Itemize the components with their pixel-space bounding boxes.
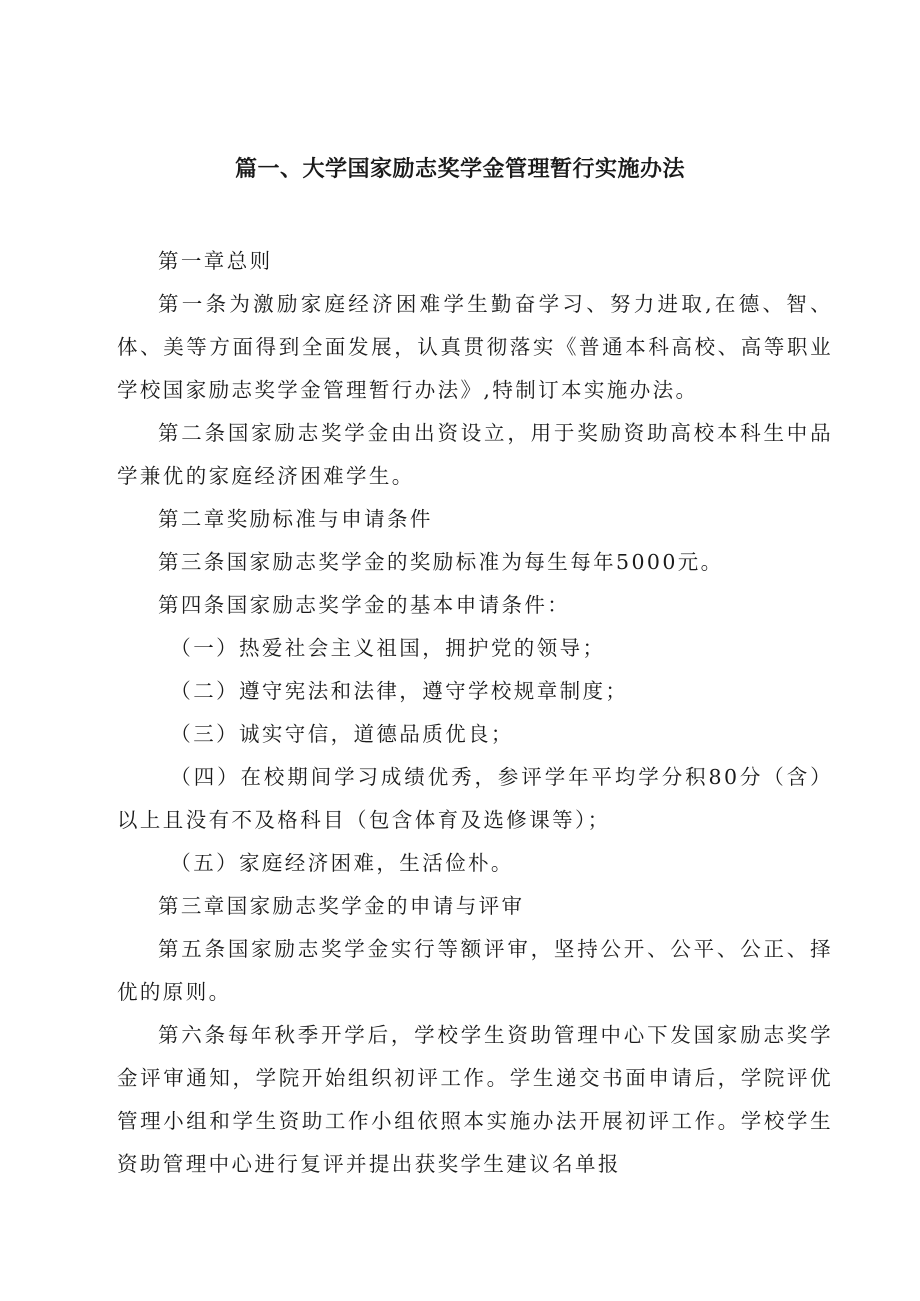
list-item: （四）在校期间学习成绩优秀，参评学年平均学分积80分（含）以上且没有不及格科目（包含体育及选修课等）； [117, 765, 833, 832]
chapter-heading: 第二章奖励标准与申请条件 [158, 507, 433, 531]
list-item: （一）热爱社会主义祖国，拥护党的领导； [170, 636, 606, 660]
chapter-heading: 第三章国家励志奖学金的申请与评审 [158, 894, 525, 918]
article-paragraph: 第五条国家励志奖学金实行等额评审，坚持公开、公平、公正、择优的原则。 [117, 937, 833, 1004]
list-item: （五）家庭经济困难，生活俭朴。 [170, 851, 514, 875]
article-paragraph: 第二条国家励志奖学金由出资设立，用于奖励资助高校本科生中品学兼优的家庭经济困难学生。 [117, 421, 833, 488]
chapter-heading: 第一章总则 [158, 249, 273, 273]
document-body [117, 240, 833, 1186]
article-paragraph: 第三条国家励志奖学金的奖励标准为每生每年5000元。 [158, 550, 724, 574]
list-item: （二）遵守宪法和法律，遵守学校规章制度； [170, 679, 629, 703]
document-title: 篇一、大学国家励志奖学金管理暂行实施办法 [234, 157, 685, 182]
list-item: （三）诚实守信，道德品质优良； [170, 722, 514, 746]
article-paragraph: 第六条每年秋季开学后，学校学生资助管理中心下发国家励志奖学金评审通知，学院开始组织初评工作。学生递交书面申请后，学院评优管理小组和学生资助工作小组依照本实施办法开展初评工作。学校学生资助管理中心进行复评并提出获奖学生建议名单报 [117, 1023, 833, 1176]
article-paragraph: 第一条为激励家庭经济困难学生勤奋学习、努力进取,在德、智、体、美等方面得到全面发展，认真贯彻落实《普通本科高校、高等职业学校国家励志奖学金管理暂行办法》,特制订本实施办法。 [117, 292, 833, 402]
article-paragraph: 第四条国家励志奖学金的基本申请条件： [158, 593, 571, 617]
